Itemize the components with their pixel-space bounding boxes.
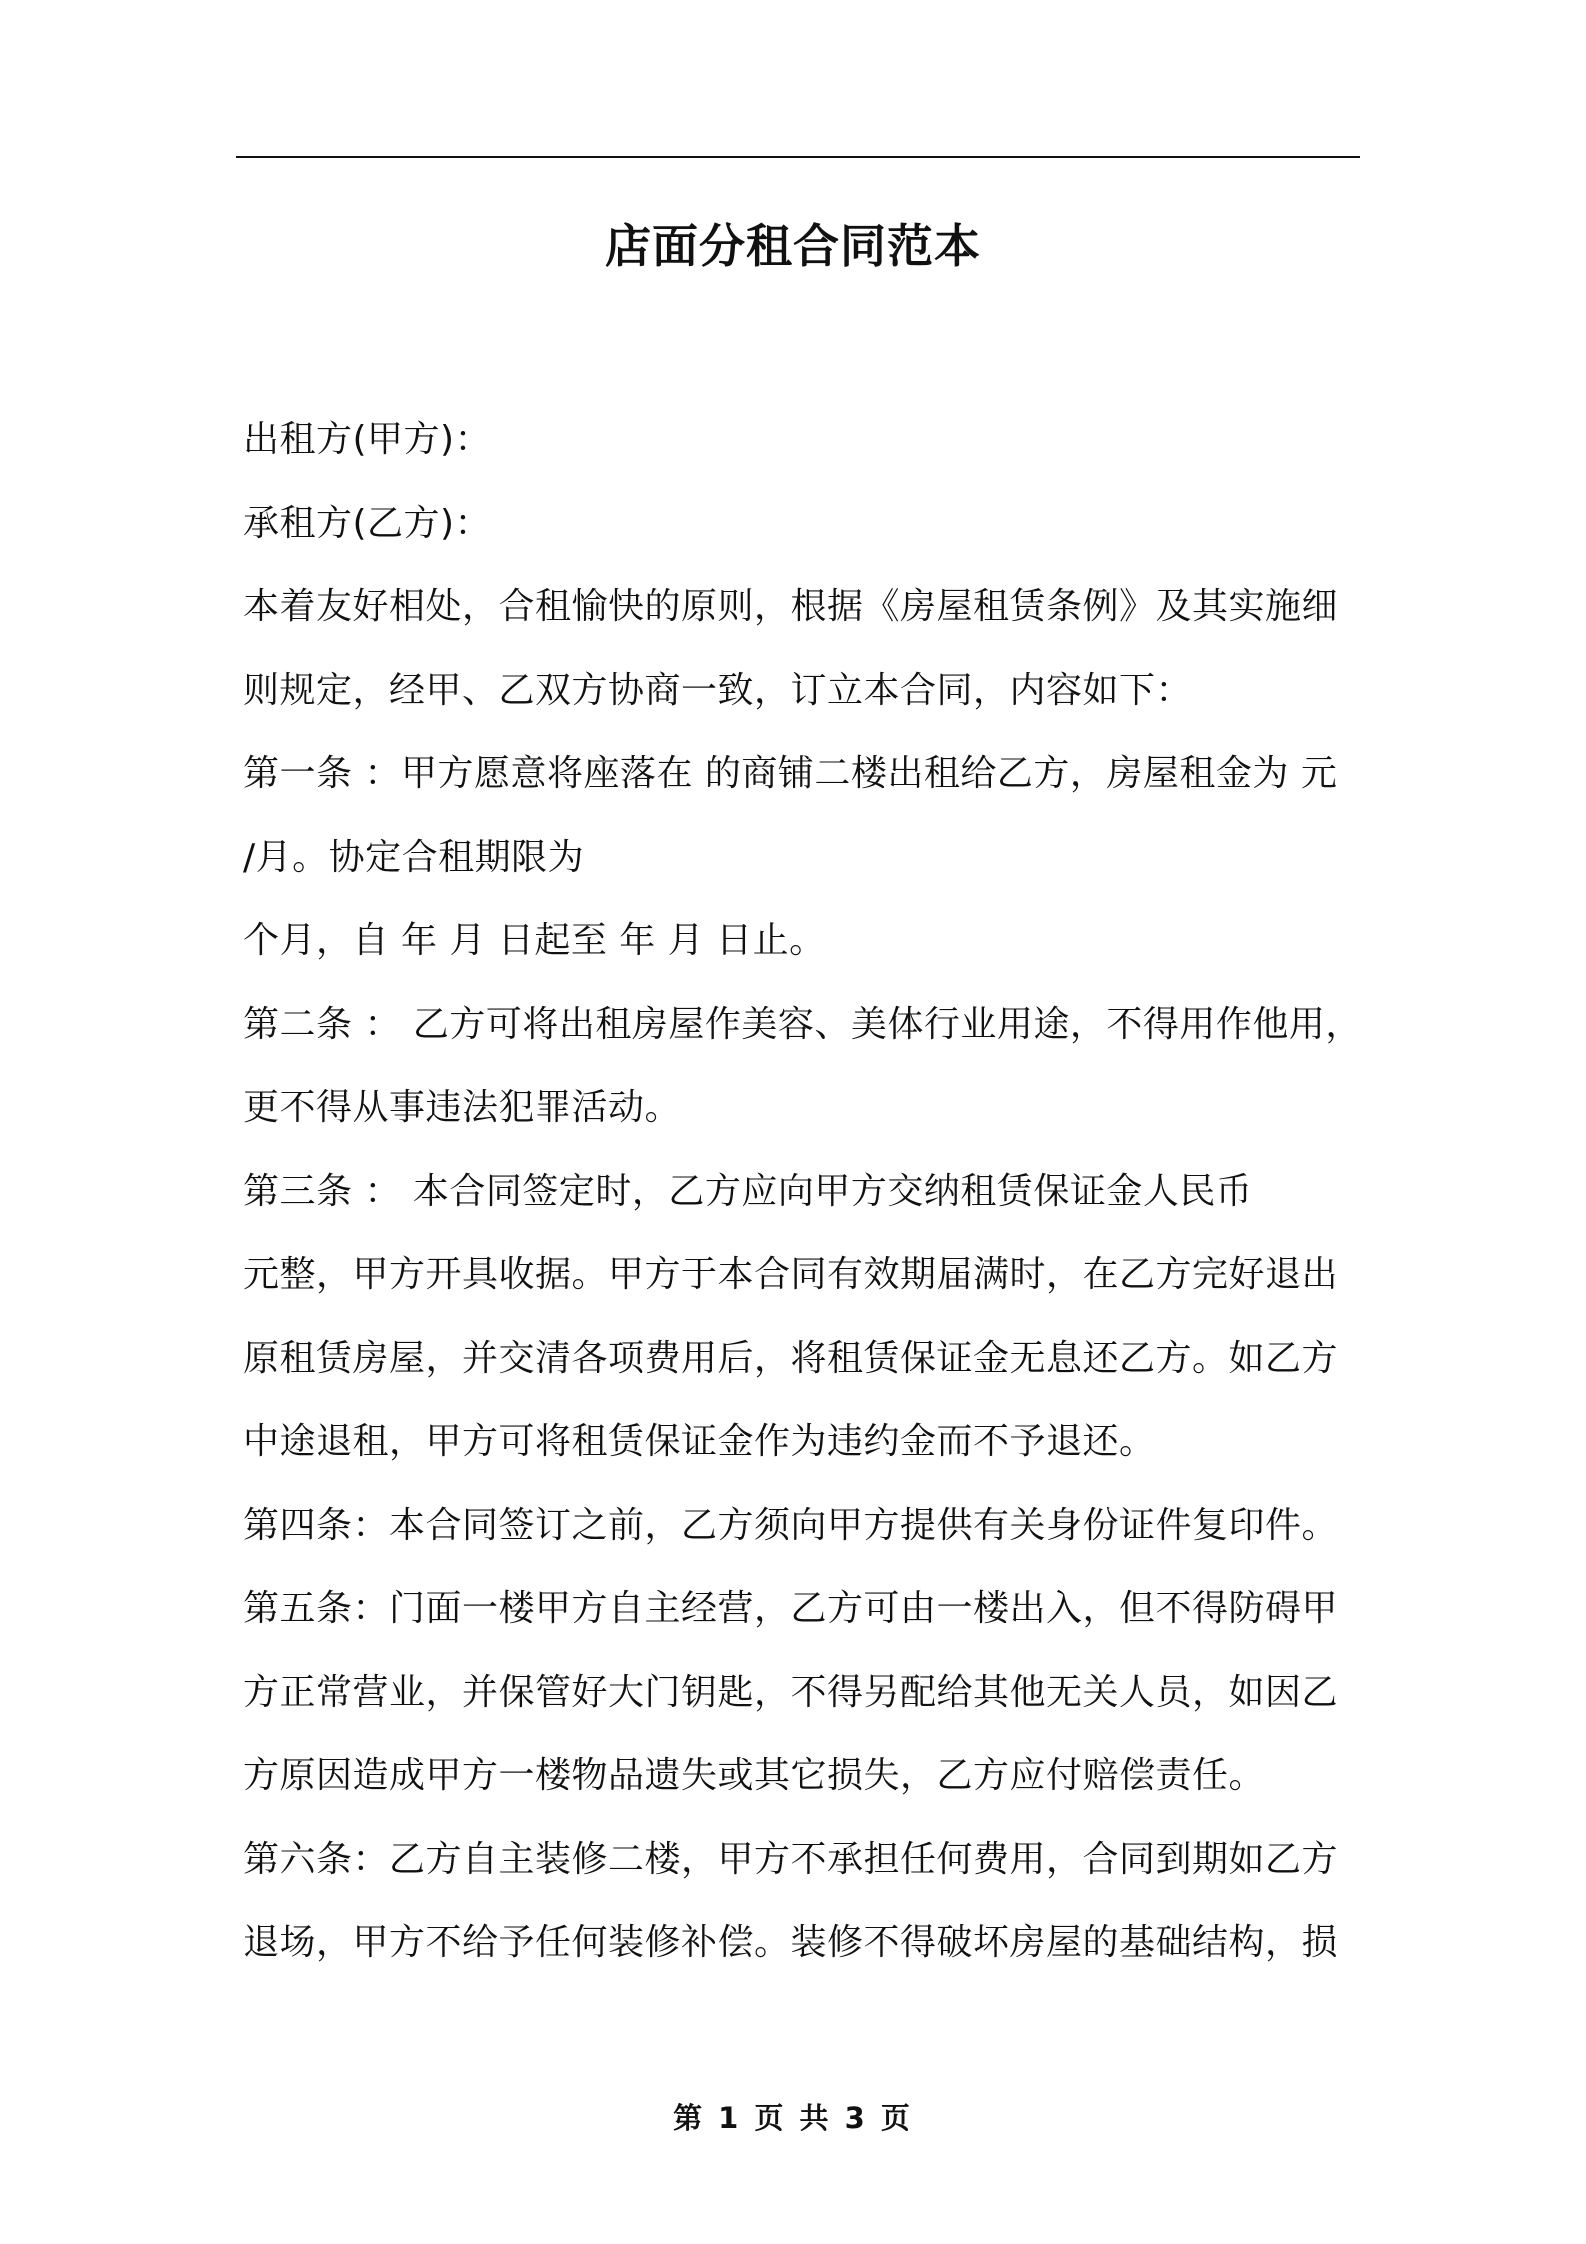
header-rule — [236, 156, 1360, 158]
line-article-2-b: 更不得从事违法犯罪活动。 — [243, 1087, 682, 1128]
line-article-1-b: /月。协定合租期限为 — [243, 836, 585, 878]
line-article-6-a: 第六条：乙方自主装修二楼，甲方不承担任何费用，合同到期如乙方 — [243, 1838, 1339, 1880]
line-article-3-d: 中途退租，甲方可将租赁保证金作为违约金而不予退还。 — [243, 1421, 1156, 1462]
line-article-2-a: 第二条 ： 乙方可将出租房屋作美容、美体行业用途，不得用作他用， — [243, 1003, 1362, 1045]
line-article-3-b: 元整，甲方开具收据。甲方于本合同有效期届满时，在乙方完好退出 — [243, 1254, 1339, 1295]
line-article-5-c: 方原因造成甲方一楼物品遗失或其它损失，乙方应付赔偿责任。 — [243, 1755, 1266, 1796]
line-article-6-b: 退场，甲方不给予任何装修补偿。装修不得破坏房屋的基础结构，损 — [243, 1922, 1339, 1963]
document-body — [243, 410, 1367, 1997]
line-article-4: 第四条：本合同签订之前，乙方须向甲方提供有关身份证件复印件。 — [243, 1504, 1339, 1546]
line-article-3-a: 第三条 ： 本合同签定时，乙方应向甲方交纳租赁保证金人民币 — [243, 1170, 1253, 1212]
page-number: 第 1 页 共 3 页 — [673, 2101, 913, 2135]
line-preamble-1: 本着友好相处，合租愉快的原则，根据《房屋租赁条例》及其实施细 — [243, 586, 1339, 627]
document-title: 店面分租合同范本 — [605, 219, 981, 273]
line-article-1-c: 个月，自 年 月 日起至 年 月 日止。 — [243, 920, 826, 961]
line-article-3-c: 原租赁房屋，并交清各项费用后，将租赁保证金无息还乙方。如乙方 — [243, 1337, 1339, 1379]
line-lessee: 承租方(乙方)： — [243, 502, 492, 544]
line-article-5-a: 第五条：门面一楼甲方自主经营，乙方可由一楼出入，但不得防碍甲 — [243, 1588, 1339, 1629]
line-preamble-2: 则规定，经甲、乙双方协商一致，订立本合同，内容如下： — [243, 669, 1193, 711]
line-article-5-b: 方正常营业，并保管好大门钥匙，不得另配给其他无关人员，如因乙 — [243, 1671, 1339, 1713]
line-article-1-a: 第一条 ：甲方愿意将座落在 的商铺二楼出租给乙方，房屋租金为 元 — [243, 753, 1338, 794]
line-lessor: 出租方(甲方)： — [243, 419, 492, 460]
